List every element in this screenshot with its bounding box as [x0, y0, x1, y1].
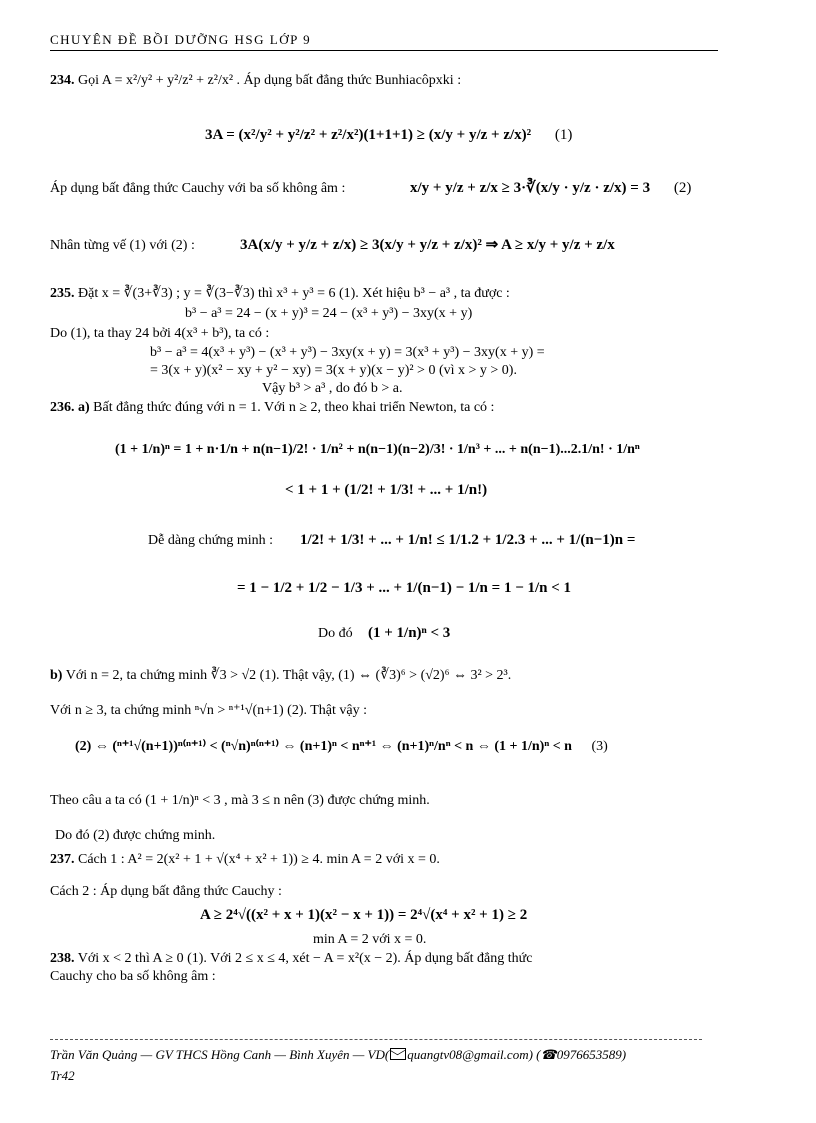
- phone-icon: ☎: [540, 1047, 557, 1062]
- problem-235-line6: Vậy b³ > a³ , do đó b > a.: [262, 381, 403, 396]
- problem-236-a-line: [50, 399, 494, 417]
- equation-text: x/y + y/z + z/x ≥ 3·∛(x/y · y/z · z/x) = 3: [410, 180, 651, 196]
- footer-divider: [50, 1039, 702, 1040]
- cauchy-text: Áp dụng bất đẳng thức Cauchy với ba số không âm :: [50, 181, 346, 196]
- part-label: b): [50, 668, 63, 683]
- footer-close: ): [621, 1047, 627, 1062]
- problem-237-line2: Cách 2 : Áp dụng bất đẳng thức Cauchy :: [50, 884, 282, 899]
- author-email: quangtv08@gmail.com: [407, 1047, 529, 1062]
- problem-text: Gọi A = x²/y² + y²/z² + z²/x² . Áp dụng bất đẳng thức Bunhiacôpxki :: [78, 73, 462, 88]
- therefore-text: Do đó: [318, 626, 353, 641]
- problem-235-line5: = 3(x + y)(x² − xy + y² − xy) = 3(x + y)(x − y)² > 0 (vì x > y > 0).: [150, 363, 517, 378]
- problem-number: 235.: [50, 286, 75, 301]
- problem-236-b-line1: [50, 667, 511, 685]
- equation-236-5: (1 + 1/n)ⁿ < 3: [368, 625, 451, 641]
- problem-235-line3: Do (1), ta thay 24 bởi 4(x³ + b³), ta có :: [50, 326, 270, 341]
- author-phone: 0976653589: [556, 1047, 622, 1062]
- equation-236-1: (1 + 1/n)ⁿ = 1 + n·1/n + n(n−1)/2! · 1/n² + n(n−1)(n−2)/3! · 1/n³ + ... + n(n−1)...2.1/n! · 1/nⁿ: [115, 442, 640, 457]
- problem-235-line4: b³ − a³ = 4(x³ + y³) − (x³ + y³) − 3xy(x + y) = 3(x³ + y³) − 3xy(x + y) =: [150, 345, 545, 360]
- problem-236-b-theo: Theo câu a ta có (1 + 1/n)ⁿ < 3 , mà 3 ≤ n nên (3) được chứng minh.: [50, 793, 430, 808]
- page-footer: [50, 1047, 626, 1063]
- equation-234-1: [205, 125, 572, 145]
- equation-tag: (1): [554, 127, 573, 143]
- page-header: CHUYÊN ĐỀ BỒI DƯỠNG HSG LỚP 9: [50, 32, 718, 51]
- equation-tag: (3): [591, 739, 608, 754]
- problem-237-min: min A = 2 với x = 0.: [313, 932, 427, 947]
- equation-234-2: [410, 178, 691, 198]
- multiply-text: Nhân từng vế (1) với (2) :: [50, 238, 195, 253]
- problem-236-b-line2: Với n ≥ 3, ta chứng minh ⁿ√n > ⁿ⁺¹√(n+1) (2). Thật vậy :: [50, 703, 367, 718]
- problem-text: Với x < 2 thì A ≥ 0 (1). Với 2 ≤ x ≤ 4, xét − A = x²(x − 2). Áp dụng bất đẳng thức: [77, 951, 533, 966]
- problem-number: 236.: [50, 400, 75, 415]
- equation-236-6: [75, 737, 608, 757]
- equation-text: (2) ⇔ (ⁿ⁺¹√(n+1))ⁿ⁽ⁿ⁺¹⁾ < (ⁿ√n)ⁿ⁽ⁿ⁺¹⁾ ⇔ (n+1)ⁿ < nⁿ⁺¹ ⇔ (n+1)ⁿ/nⁿ < n ⇔ (1 + 1/n)ⁿ < n: [75, 739, 572, 754]
- envelope-icon: [390, 1048, 406, 1060]
- problem-235-line1: [50, 285, 510, 303]
- problem-237-line1: [50, 851, 440, 869]
- part-label: a): [78, 400, 90, 415]
- problem-text: Với n = 2, ta chứng minh ∛3 > √2 (1). Thật vậy, (1) ⇔ (∛3)⁶ > (√2)⁶ ⇔ 3² > 2³.: [65, 668, 512, 683]
- equation-text: 3A = (x²/y² + y²/z² + z²/x²)(1+1+1) ≥ (x/y + y/z + z/x)²: [205, 127, 532, 143]
- problem-number: 237.: [50, 852, 75, 867]
- equation-236-4: = 1 − 1/2 + 1/2 − 1/3 + ... + 1/(n−1) − 1/n = 1 − 1/n < 1: [237, 580, 572, 596]
- problem-text: Cách 1 : A² = 2(x² + 1 + √(x⁴ + x² + 1)) ≥ 4. min A = 2 với x = 0.: [78, 852, 440, 867]
- page-number: Tr42: [50, 1068, 75, 1083]
- problem-238-line1: [50, 950, 532, 968]
- easy-prove-text: Dễ dàng chứng minh :: [148, 533, 274, 548]
- equation-236-3: 1/2! + 1/3! + ... + 1/n! ≤ 1/1.2 + 1/2.3 + ... + 1/(n−1)n =: [300, 532, 636, 548]
- problem-236-b-conclusion: Do đó (2) được chứng minh.: [55, 828, 216, 843]
- problem-text: Đặt x = ∛(3+∛3) ; y = ∛(3−∛3) thì x³ + y³ = 6 (1). Xét hiệu b³ − a³ , ta được :: [78, 286, 510, 301]
- equation-236-2: < 1 + 1 + (1/2! + 1/3! + ... + 1/n!): [285, 482, 488, 498]
- problem-number: 238.: [50, 951, 75, 966]
- problem-number: 234.: [50, 73, 75, 88]
- footer-separator: ) (: [528, 1047, 541, 1062]
- equation-234-3: 3A(x/y + y/z + z/x) ≥ 3(x/y + y/z + z/x)² ⇒ A ≥ x/y + y/z + z/x: [240, 237, 615, 253]
- problem-238-line2: Cauchy cho ba số không âm :: [50, 969, 216, 984]
- equation-tag: (2): [673, 180, 692, 196]
- author-text: Trần Văn Quảng — GV THCS Hồng Canh — Bình Xuyên — VD(: [50, 1047, 390, 1062]
- problem-text: Bất đẳng thức đúng với n = 1. Với n ≥ 2, theo khai triển Newton, ta có :: [93, 400, 495, 415]
- problem-234-intro: [50, 72, 461, 90]
- problem-235-line2: b³ − a³ = 24 − (x + y)³ = 24 − (x³ + y³) − 3xy(x + y): [185, 306, 473, 321]
- equation-237: A ≥ 2⁴√((x² + x + 1)(x² − x + 1)) = 2⁴√(x⁴ + x² + 1) ≥ 2: [200, 907, 528, 923]
